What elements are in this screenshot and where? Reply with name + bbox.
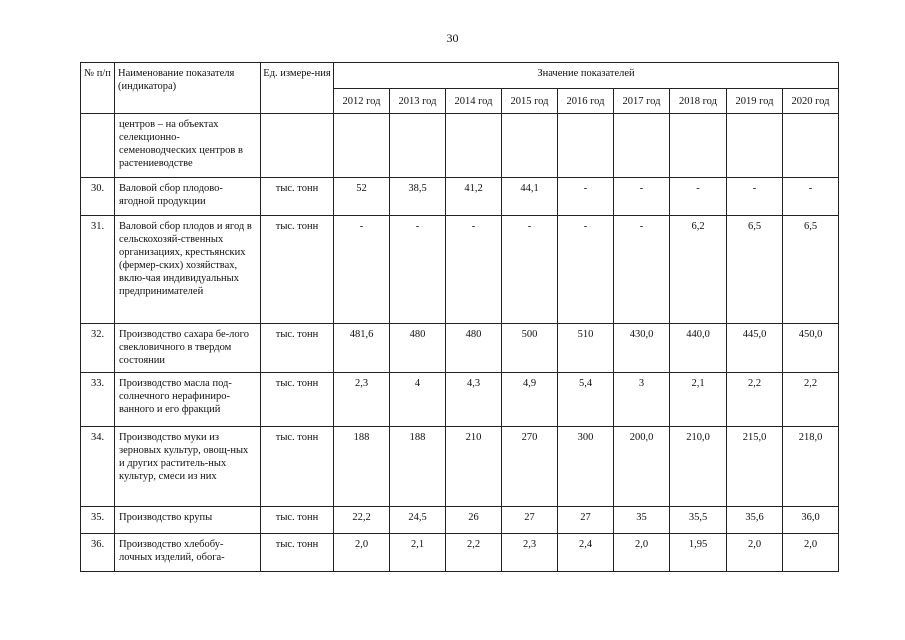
value-cell: - (783, 178, 839, 216)
table-row (81, 324, 839, 373)
value-cell (502, 114, 558, 178)
table-row (81, 534, 839, 572)
value-cell: 2,2 (783, 373, 839, 427)
unit-cell: тыс. тонн (261, 507, 334, 534)
value-cell: 430,0 (614, 324, 670, 373)
year-header: 2013 год (390, 89, 446, 114)
value-cell: 218,0 (783, 427, 839, 507)
year-header: 2014 год (446, 89, 502, 114)
value-cell: 4 (390, 373, 446, 427)
value-cell: 2,0 (783, 534, 839, 572)
indicator-name: Производство хлебобу-лочных изделий, обога- (115, 534, 261, 572)
year-header: 2017 год (614, 89, 670, 114)
value-cell: 200,0 (614, 427, 670, 507)
row-number: 32. (81, 324, 115, 373)
row-number: 34. (81, 427, 115, 507)
value-cell: 480 (446, 324, 502, 373)
table-row (81, 114, 839, 178)
value-cell (727, 114, 783, 178)
year-header: 2015 год (502, 89, 558, 114)
table-row (81, 178, 839, 216)
value-cell: 510 (558, 324, 614, 373)
value-cell: 27 (502, 507, 558, 534)
value-cell: 210,0 (670, 427, 727, 507)
value-cell: 22,2 (334, 507, 390, 534)
value-cell: 6,2 (670, 216, 727, 324)
value-cell: - (446, 216, 502, 324)
value-cell: 2,0 (334, 534, 390, 572)
header-num: № п/п (81, 63, 115, 114)
value-cell: 450,0 (783, 324, 839, 373)
value-cell: 6,5 (783, 216, 839, 324)
value-cell: 270 (502, 427, 558, 507)
value-cell: 2,0 (614, 534, 670, 572)
unit-cell (261, 114, 334, 178)
value-cell: - (614, 178, 670, 216)
indicators-table (80, 62, 839, 572)
table-row (81, 373, 839, 427)
indicator-name: центров – на объектах селекционно-семеноводческих центров в растениеводстве (115, 114, 261, 178)
value-cell: 52 (334, 178, 390, 216)
value-cell: - (727, 178, 783, 216)
value-cell: 3 (614, 373, 670, 427)
unit-cell: тыс. тонн (261, 534, 334, 572)
value-cell: 440,0 (670, 324, 727, 373)
value-cell: 24,5 (390, 507, 446, 534)
page-number: 30 (446, 31, 459, 45)
year-header: 2019 год (727, 89, 783, 114)
value-cell: 5,4 (558, 373, 614, 427)
row-number: 33. (81, 373, 115, 427)
value-cell: 210 (446, 427, 502, 507)
value-cell: 188 (390, 427, 446, 507)
value-cell: 6,5 (727, 216, 783, 324)
value-cell: 4,3 (446, 373, 502, 427)
value-cell: 215,0 (727, 427, 783, 507)
value-cell: 481,6 (334, 324, 390, 373)
value-cell (558, 114, 614, 178)
value-cell: 35,5 (670, 507, 727, 534)
value-cell: - (502, 216, 558, 324)
value-cell (670, 114, 727, 178)
value-cell (614, 114, 670, 178)
value-cell: - (670, 178, 727, 216)
value-cell: 36,0 (783, 507, 839, 534)
value-cell: 188 (334, 427, 390, 507)
value-cell: 480 (390, 324, 446, 373)
header-name: Наименование показателя (индикатора) (115, 63, 261, 114)
row-number: 31. (81, 216, 115, 324)
value-cell: 27 (558, 507, 614, 534)
row-number: 35. (81, 507, 115, 534)
indicator-name: Производство сахара бе-лого свекловичного в твердом состоянии (115, 324, 261, 373)
table-row (81, 427, 839, 507)
value-cell: 2,2 (446, 534, 502, 572)
header-unit: Ед. измере-ния (261, 63, 334, 114)
value-cell: 38,5 (390, 178, 446, 216)
indicator-name: Производство масла под-солнечного нерафиниро-ванного и его фракций (115, 373, 261, 427)
table-row (81, 507, 839, 534)
value-cell: 2,2 (727, 373, 783, 427)
unit-cell: тыс. тонн (261, 216, 334, 324)
unit-cell: тыс. тонн (261, 324, 334, 373)
value-cell (783, 114, 839, 178)
value-cell: 2,3 (334, 373, 390, 427)
value-cell: 35,6 (727, 507, 783, 534)
value-cell: - (614, 216, 670, 324)
year-header: 2018 год (670, 89, 727, 114)
table-row (81, 216, 839, 324)
indicator-name: Валовой сбор плодов и ягод в сельскохозяй-ственных организациях, крестьянских (фермер-ских) хозяйствах, вклю-чая индивидуальных предпринимателей (115, 216, 261, 324)
value-cell: 2,0 (727, 534, 783, 572)
value-cell: 41,2 (446, 178, 502, 216)
value-cell: 300 (558, 427, 614, 507)
indicator-name: Валовой сбор плодово-ягодной продукции (115, 178, 261, 216)
unit-cell: тыс. тонн (261, 178, 334, 216)
value-cell: 44,1 (502, 178, 558, 216)
value-cell: 4,9 (502, 373, 558, 427)
value-cell (390, 114, 446, 178)
value-cell: - (334, 216, 390, 324)
row-number: 36. (81, 534, 115, 572)
value-cell: - (558, 216, 614, 324)
value-cell: 2,3 (502, 534, 558, 572)
value-cell (334, 114, 390, 178)
header-row-top (81, 63, 839, 89)
value-cell: 2,1 (390, 534, 446, 572)
row-number (81, 114, 115, 178)
value-cell: - (390, 216, 446, 324)
value-cell: 26 (446, 507, 502, 534)
value-cell (446, 114, 502, 178)
year-header: 2020 год (783, 89, 839, 114)
indicator-name: Производство муки из зерновых культур, овощ-ных и других раститель-ных культур, смеси из них (115, 427, 261, 507)
value-cell: - (558, 178, 614, 216)
value-cell: 500 (502, 324, 558, 373)
value-cell: 1,95 (670, 534, 727, 572)
value-cell: 445,0 (727, 324, 783, 373)
year-header: 2016 год (558, 89, 614, 114)
indicator-name: Производство крупы (115, 507, 261, 534)
unit-cell: тыс. тонн (261, 373, 334, 427)
header-values: Значение показателей (334, 63, 839, 89)
value-cell: 35 (614, 507, 670, 534)
value-cell: 2,1 (670, 373, 727, 427)
unit-cell: тыс. тонн (261, 427, 334, 507)
row-number: 30. (81, 178, 115, 216)
value-cell: 2,4 (558, 534, 614, 572)
year-header: 2012 год (334, 89, 390, 114)
